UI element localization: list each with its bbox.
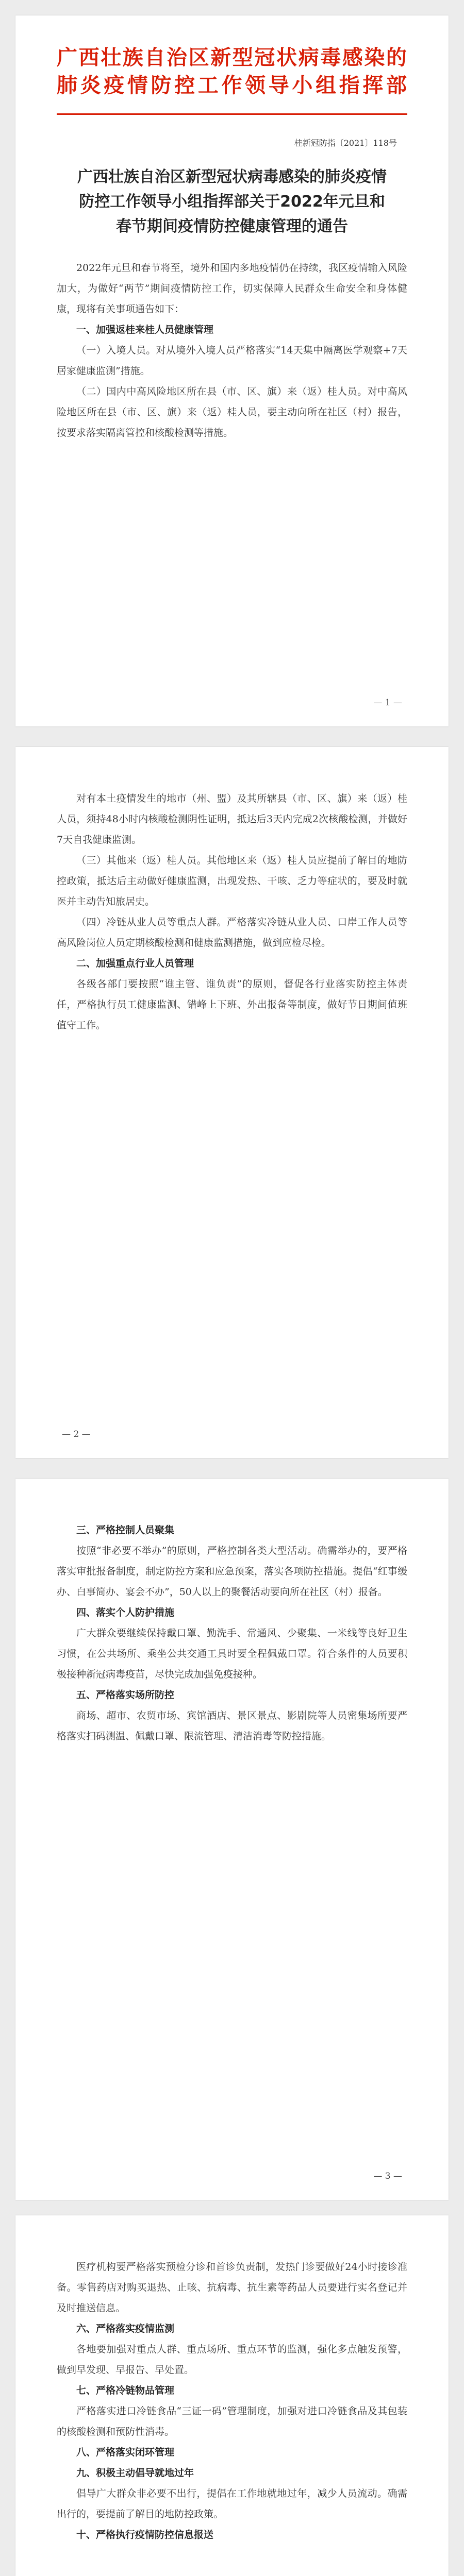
section-heading: 三、严格控制人员聚集 xyxy=(76,1524,175,1536)
body-paragraph: 广大群众要继续保持戴口罩、勤洗手、常通风、少聚集、一米线等良好卫生习惯，在公共场所、乘坐公共交通工具时要全程佩戴口罩。符合条件的人员要积极接种新冠病毒疫苗，尽快完成加强免疫接种。 xyxy=(57,1628,407,1680)
red-header-rule xyxy=(57,113,407,115)
page-number: — 3 — xyxy=(373,2171,402,2181)
section-heading: 八、严格落实闭环管理 xyxy=(76,2447,175,2458)
notice-title: 广西壮族自治区新型冠状病毒感染的肺炎疫情防控工作领导小组指挥部关于2022年元旦和春节期间疫情防控健康管理的通告 xyxy=(77,168,387,235)
section-heading: 七、严格冷链物品管理 xyxy=(76,2385,175,2396)
document-number: 桂新冠防指〔2021〕118号 xyxy=(294,138,397,148)
section-heading: 六、严格落实疫情监测 xyxy=(76,2323,175,2334)
section-heading: 五、严格落实场所防控 xyxy=(76,1689,175,1701)
section-heading: 九、积极主动倡导就地过年 xyxy=(76,2467,194,2479)
body-paragraph: 严格落实进口冷链食品“三证一码”管理制度，加强对进口冷链食品及其包装的核酸检测和预防性消毒。 xyxy=(57,2405,407,2437)
body-paragraph: （一）入境人员。对从境外入境人员严格落实“14天集中隔离医学观察+7天居家健康监测”措施。 xyxy=(57,345,407,377)
red-header-title: 广西壮族自治区新型冠状病毒感染的肺炎疫情防控工作领导小组指挥部 xyxy=(57,46,407,97)
page1-body xyxy=(57,258,407,443)
document-page-3 xyxy=(15,1479,449,2200)
body-paragraph: 各级各部门要按照“谁主管、谁负责”的原则，督促各行业落实防控主体责任，严格执行员工健康监测、错峰上下班、外出报备等制度，做好节日期间值班值守工作。 xyxy=(57,978,407,1031)
body-paragraph: 倡导广大群众非必要不出行，提倡在工作地就地过年，减少人员流动。确需出行的，要提前了解目的地防控政策。 xyxy=(57,2488,407,2520)
intro-paragraph: 2022年元旦和春节将至，境外和国内多地疫情仍在持续，我区疫情输入风险加大，为做好“两节”期间疫情防控工作，切实保障人民群众生命安全和身体健康，现将有关事项通告如下： xyxy=(57,262,407,315)
body-paragraph: （三）其他来（返）桂人员。其他地区来（返）桂人员应提前了解目的地防控政策，抵达后主动做好健康监测，出现发热、干咳、乏力等症状的，要及时就医并主动告知旅居史。 xyxy=(57,855,407,907)
document-page-4 xyxy=(15,2215,449,2576)
section-heading: 十、严格执行疫情防控信息报送 xyxy=(76,2529,214,2540)
page-number: — 1 — xyxy=(373,698,402,708)
body-paragraph: 商场、超市、农贸市场、宾馆酒店、景区景点、影剧院等人员密集场所要严格落实扫码测温、佩戴口罩、限流管理、清洁消毒等防控措施。 xyxy=(57,1710,407,1742)
body-paragraph: 按照“非必要不举办”的原则，严格控制各类大型活动。确需举办的，要严格落实审批报备制度，制定防控方案和应急预案，落实各项防控措施。提倡“红事缓办、白事简办、宴会不办”，50人以上的聚餐活动要向所在社区（村）报备。 xyxy=(57,1545,407,1598)
section-heading: 二、加强重点行业人员管理 xyxy=(76,958,194,969)
page-number: — 2 — xyxy=(62,1429,91,1439)
body-paragraph: （二）国内中高风险地区所在县（市、区、旗）来（返）桂人员。对中高风险地区所在县（市、区、旗）来（返）桂人员，要主动向所在社区（村）报告，按要求落实隔离管控和核酸检测等措施。 xyxy=(57,386,407,438)
body-paragraph: 医疗机构要严格落实预检分诊和首诊负责制，发热门诊要做好24小时接诊准备。零售药店对购买退热、止咳、抗病毒、抗生素等药品人员要进行实名登记并及时推送信息。 xyxy=(57,2261,407,2314)
document-page-1 xyxy=(15,15,449,726)
page4-body xyxy=(57,2257,407,2545)
page2-body xyxy=(57,788,407,1036)
document-page-2 xyxy=(15,747,449,1458)
section-heading: 一、加强返桂来桂人员健康管理 xyxy=(76,324,214,335)
section-heading: 四、落实个人防护措施 xyxy=(76,1607,175,1618)
body-paragraph: 各地要加强对重点人群、重点场所、重点环节的监测，强化多点触发预警，做到早发现、早报告、早处置。 xyxy=(57,2344,407,2376)
body-paragraph: （四）冷链从业人员等重点人群。严格落实冷链从业人员、口岸工作人员等高风险岗位人员定期核酸检测和健康监测措施，做到应检尽检。 xyxy=(57,917,407,948)
page3-body xyxy=(57,1520,407,1747)
body-paragraph: 对有本土疫情发生的地市（州、盟）及其所辖县（市、区、旗）来（返）桂人员，须持48小时内核酸检测阴性证明，抵达后3天内完成2次核酸检测，并做好7天自我健康监测。 xyxy=(57,793,407,845)
